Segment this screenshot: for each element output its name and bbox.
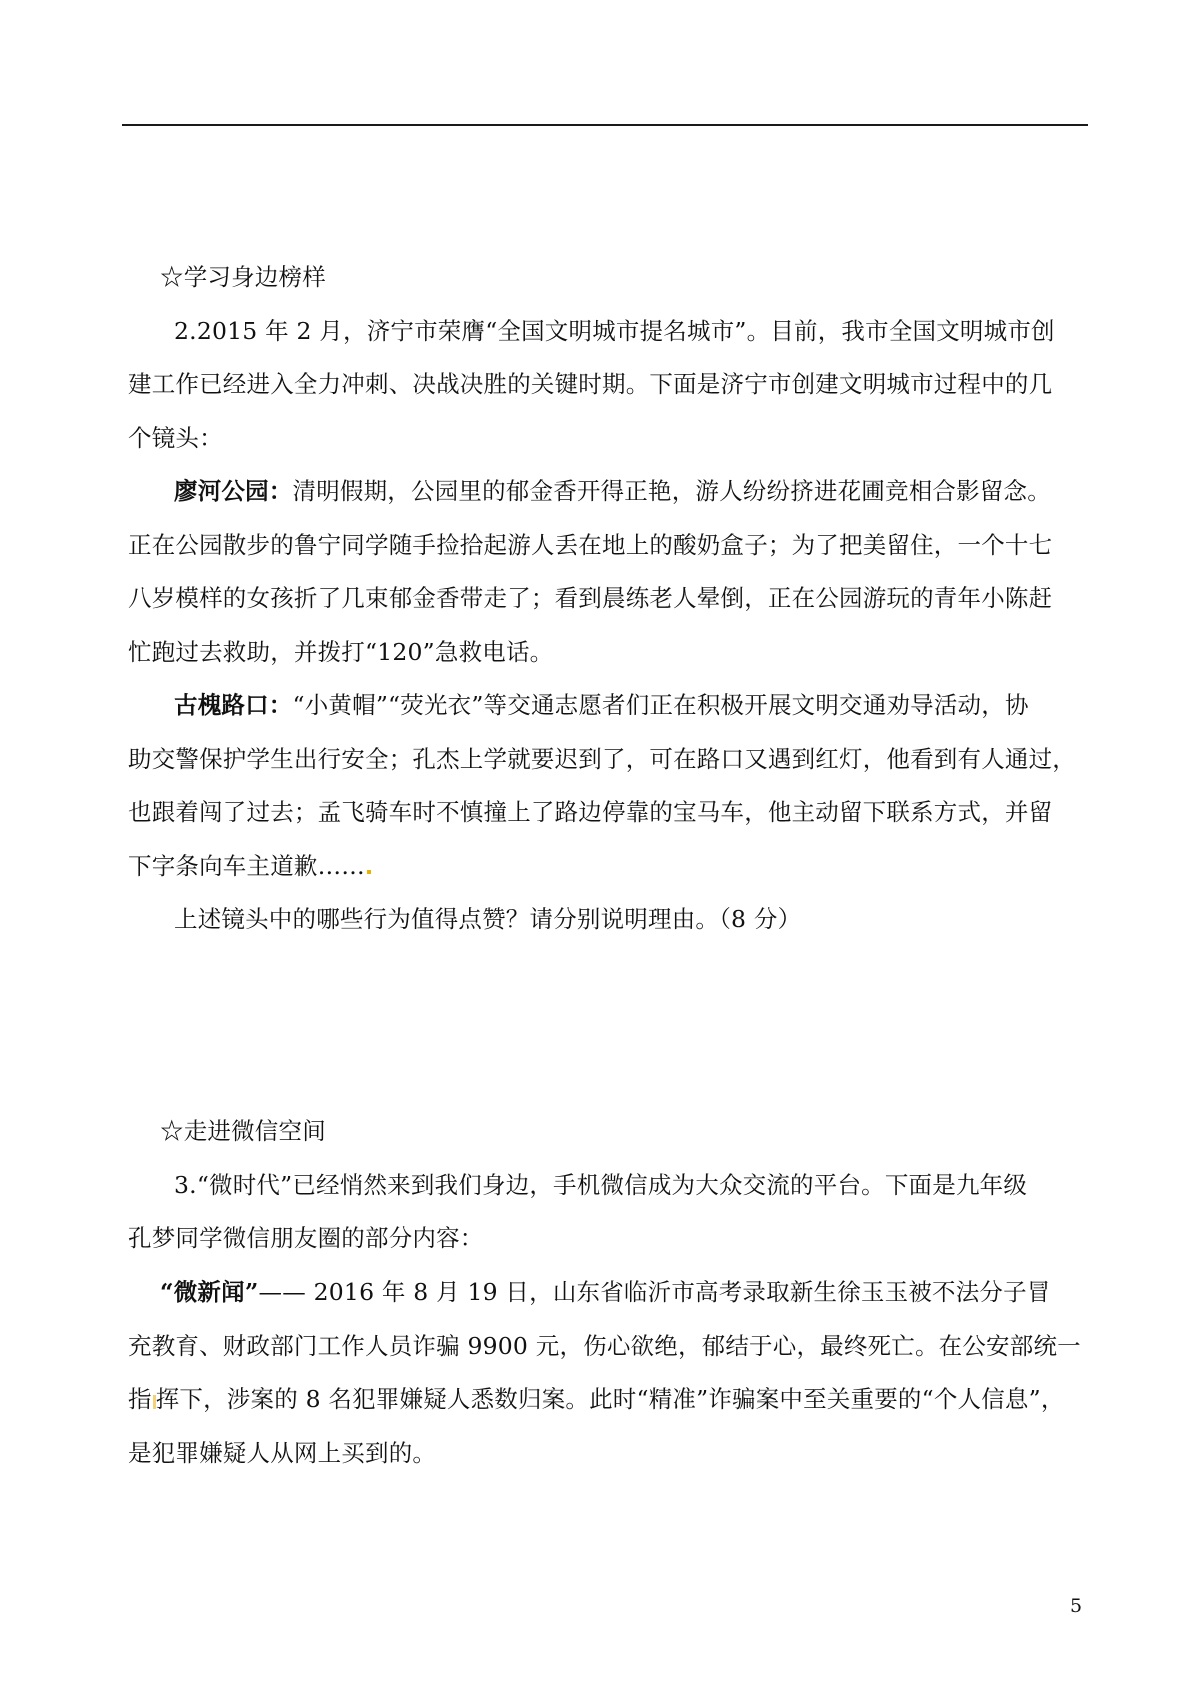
micro-news-line-4: 是犯罪嫌疑人从网上买到的。 bbox=[128, 1439, 437, 1467]
question-2-line-3: 个镜头： bbox=[128, 424, 223, 452]
micro-news-title: “微新闻” bbox=[160, 1278, 259, 1306]
highlight-mark bbox=[367, 870, 371, 874]
question-3-line-1: 3.“微时代”已经悄然来到我们身边，手机微信成为大众交流的平台。下面是九年级 bbox=[174, 1171, 1028, 1199]
scene-1-line-4: 忙跑过去救助，并拨打“120”急救电话。 bbox=[128, 638, 554, 666]
scene-2-line-2: 助交警保护学生出行安全；孔杰上学就要迟到了，可在路口又遇到红灯，他看到有人通过， bbox=[128, 745, 1076, 773]
micro-news-line-3 bbox=[128, 1384, 1088, 1414]
question-2-prompt: 上述镜头中的哪些行为值得点赞？请分别说明理由。（8 分） bbox=[174, 905, 802, 933]
section-heading-role-models: ☆学习身边榜样 bbox=[160, 263, 326, 291]
scene-1-line-3: 八岁模样的女孩折了几束郁金香带走了；看到晨练老人晕倒，正在公园游玩的青年小陈赶 bbox=[128, 584, 1053, 612]
micro-news-text: —— 2016 年 8 月 19 日，山东省临沂市高考录取新生徐玉玉被不法分子冒 bbox=[258, 1278, 1051, 1306]
header-rule bbox=[122, 124, 1088, 126]
question-3-line-2: 孔梦同学微信朋友圈的部分内容： bbox=[128, 1224, 484, 1252]
scene-1-line-2: 正在公园散步的鲁宁同学随手捡拾起游人丢在地上的酸奶盒子；为了把美留住，一个十七 bbox=[128, 531, 1053, 559]
scene-1-title: 廖河公园： bbox=[174, 477, 293, 505]
scene-2-line-1 bbox=[174, 690, 1088, 720]
section-heading-wechat: ☆走进微信空间 bbox=[160, 1117, 326, 1145]
question-2-line-1: 2.2015 年 2 月，济宁市荣膺“全国文明城市提名城市”。目前，我市全国文明城市创 bbox=[174, 317, 1055, 345]
page-number: 5 bbox=[1070, 1595, 1083, 1617]
micro-news-line-3-rest: 挥下，涉案的 8 名犯罪嫌疑人悉数归案。此时“精准”诈骗案中至关重要的“个人信息”， bbox=[155, 1385, 1065, 1413]
question-2-line-2: 建工作已经进入全力冲刺、决战决胜的关键时期。下面是济宁市创建文明城市过程中的几 bbox=[128, 370, 1053, 398]
micro-news-line-3-start: 指 bbox=[128, 1385, 152, 1413]
scene-1-line-1 bbox=[174, 476, 1088, 506]
scene-2-line-4-text: 下字条向车主道歉…… bbox=[128, 852, 365, 880]
micro-news-line-2: 充教育、财政部门工作人员诈骗 9900 元，伤心欲绝，郁结于心，最终死亡。在公安部统一 bbox=[128, 1332, 1081, 1360]
scene-2-line-4 bbox=[128, 851, 1088, 881]
scene-2-title: 古槐路口： bbox=[174, 691, 293, 719]
scene-1-text: 清明假期，公园里的郁金香开得正艳，游人纷纷挤进花圃竞相合影留念。 bbox=[292, 477, 1051, 505]
scene-2-line-3: 也跟着闯了过去；孟飞骑车时不慎撞上了路边停靠的宝马车，他主动留下联系方式，并留 bbox=[128, 798, 1053, 826]
micro-news-line-1 bbox=[160, 1277, 1088, 1307]
scene-2-text: “小黄帽”“荧光衣”等交通志愿者们正在积极开展文明交通劝导活动，协 bbox=[292, 691, 1029, 719]
